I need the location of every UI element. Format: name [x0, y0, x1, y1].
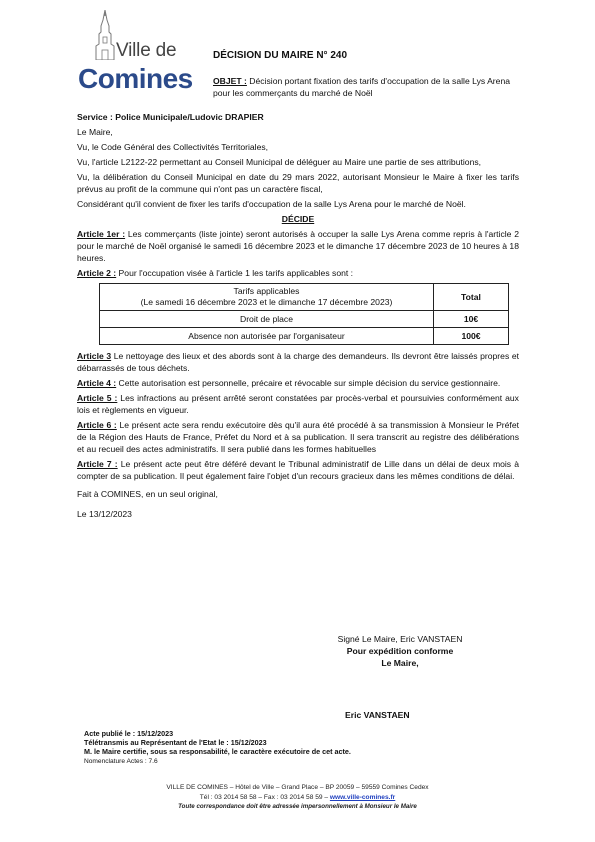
article-4 [77, 377, 519, 389]
signature-block [300, 633, 500, 669]
tarif-price: 10€ [434, 311, 509, 328]
article-2-label: Article 2 : [77, 268, 117, 278]
tarif-label: Droit de place [100, 311, 434, 328]
tarifs-header-total: Total [434, 284, 509, 311]
vu-deliberation: Vu, la délibération du Conseil Municipal en date du 29 mars 2022, autorisant Monsieur le Maire à fixer les tarifs prévus au profit de la commune qui n'ont pas un caractère fiscal, [77, 172, 519, 194]
publication-meta [84, 729, 351, 766]
article-3-text: Le nettoyage des lieux et des abords sont à la charge des demandeurs. Ils devront être laissés propres et débarrassés de tous déchets. [77, 351, 519, 373]
article-2-text: Pour l'occupation visée à l'article 1 les tarifs applicables sont : [116, 268, 354, 278]
le-maire: Le Maire, [77, 127, 113, 137]
vu-article: Vu, l'article L2122-22 permettant au Conseil Municipal de déléguer au Maire une partie de ses attributions, [77, 157, 482, 167]
tarifs-header-row [100, 284, 509, 311]
logo-ville-de: Ville de [116, 40, 177, 61]
fait-a: Fait à COMINES, en un seul original, [77, 489, 218, 499]
article-7-label: Article 7 : [77, 459, 118, 469]
vu-cgct: Vu, le Code Général des Collectivités Territoriales, [77, 142, 269, 152]
table-row [100, 328, 509, 345]
table-row [100, 311, 509, 328]
church-tower-icon [92, 10, 118, 60]
article-6-text: Le présent acte sera rendu exécutoire dès qu'il aura été procédé à sa transmission à Monsieur le Préfet de la Région des Hauts de France, Préfet du Nord et à sa publication. Il sera transcrit au registre des délibérations et au recueil des actes administratifs. Il sera publié dans les formes habituelles [77, 420, 519, 454]
teletransmis: Télétransmis au Représentant de l'Etat le : 15/12/2023 [84, 738, 267, 748]
signe-le-maire: Signé Le Maire, Eric VANSTAEN [337, 634, 463, 644]
objet [213, 75, 513, 99]
article-7-text: Le présent acte peut être déféré devant le Tribunal administratif de Lille dans un délai de deux mois à compter de sa publication. Il peut également faire l'objet d'un recours gracieux dans les mêmes conditions de délai. [77, 459, 520, 481]
certification: M. le Maire certifie, sous sa responsabilité, le caractère exécutoire de cet acte. [84, 747, 351, 757]
objet-label: OBJET : [213, 76, 247, 86]
article-3-label: Article 3 [77, 351, 112, 361]
expedition-conforme: Pour expédition conforme [346, 646, 454, 656]
decision-body [77, 111, 519, 523]
decision-title: DÉCISION DU MAIRE N° 240 [213, 50, 348, 61]
footer-note: Toute correspondance doit être adressée impersonnellement à Monsieur le Maire [178, 803, 417, 810]
footer-phone: Tél : 03 2014 58 58 – Fax : 03 2014 58 59 – [199, 793, 330, 801]
considerant: Considérant qu'il convient de fixer les tarifs d'occupation de la salle Lys Arena pour le marché de Noël. [77, 199, 466, 209]
article-1-text: Les commerçants (liste jointe) seront autorisés à occuper la salle Lys Arena comme repris à l'article 2 pour le marché de Noël organisé le samedi 16 décembre 2023 et le dimanche 17 décembre 2023 de 10 heures à 18 heures. [77, 229, 519, 263]
footer-website-link[interactable]: www.ville-comines.fr [329, 793, 396, 801]
tarif-price: 100€ [434, 328, 509, 345]
article-5 [77, 392, 519, 416]
tarifs-table [99, 283, 509, 345]
footer-address: VILLE DE COMINES – Hôtel de Ville – Grand Place – BP 20059 – 59559 Comines Cedex [166, 784, 429, 791]
tarifs-header-label [100, 284, 434, 311]
article-1-label: Article 1er : [77, 229, 126, 239]
article-4-text: Cette autorisation est personnelle, précaire et révocable sur simple décision du service gestionnaire. [116, 378, 501, 388]
article-1 [77, 228, 519, 264]
decide-heading: DÉCIDE [281, 214, 315, 224]
article-7 [77, 458, 519, 482]
logo-comines: Comines [78, 63, 193, 94]
article-5-text: Les infractions au présent arrêté seront constatées par procès-verbal et poursuivies conformément aux lois et règlements en vigueur. [77, 393, 519, 415]
article-4-label: Article 4 : [77, 378, 117, 388]
tarifs-header-line2: (Le samedi 16 décembre 2023 et le dimanche 17 décembre 2023) [140, 297, 393, 307]
article-6-label: Article 6 : [77, 420, 117, 430]
page-footer [0, 783, 595, 812]
article-5-label: Article 5 : [77, 393, 118, 403]
city-logo [78, 8, 196, 94]
article-2 [77, 267, 519, 279]
article-6 [77, 419, 519, 455]
decision-date: Le 13/12/2023 [77, 509, 132, 519]
nomenclature: Nomenclature Actes : 7.6 [84, 757, 158, 765]
service-line: Service : Police Municipale/Ludovic DRAPIER [77, 112, 264, 122]
objet-text: Décision portant fixation des tarifs d'occupation de la salle Lys Arena pour les commerçants du marché de Noël [213, 76, 511, 98]
signature-le-maire: Le Maire, [381, 658, 419, 668]
tarif-label: Absence non autorisée par l'organisateur [100, 328, 434, 345]
footer-contact [0, 793, 595, 803]
tarifs-header-line1: Tarifs applicables [233, 286, 300, 296]
signer-name: Eric VANSTAEN [345, 710, 410, 720]
acte-publie: Acte publié le : 15/12/2023 [84, 729, 174, 738]
article-3 [77, 350, 519, 374]
